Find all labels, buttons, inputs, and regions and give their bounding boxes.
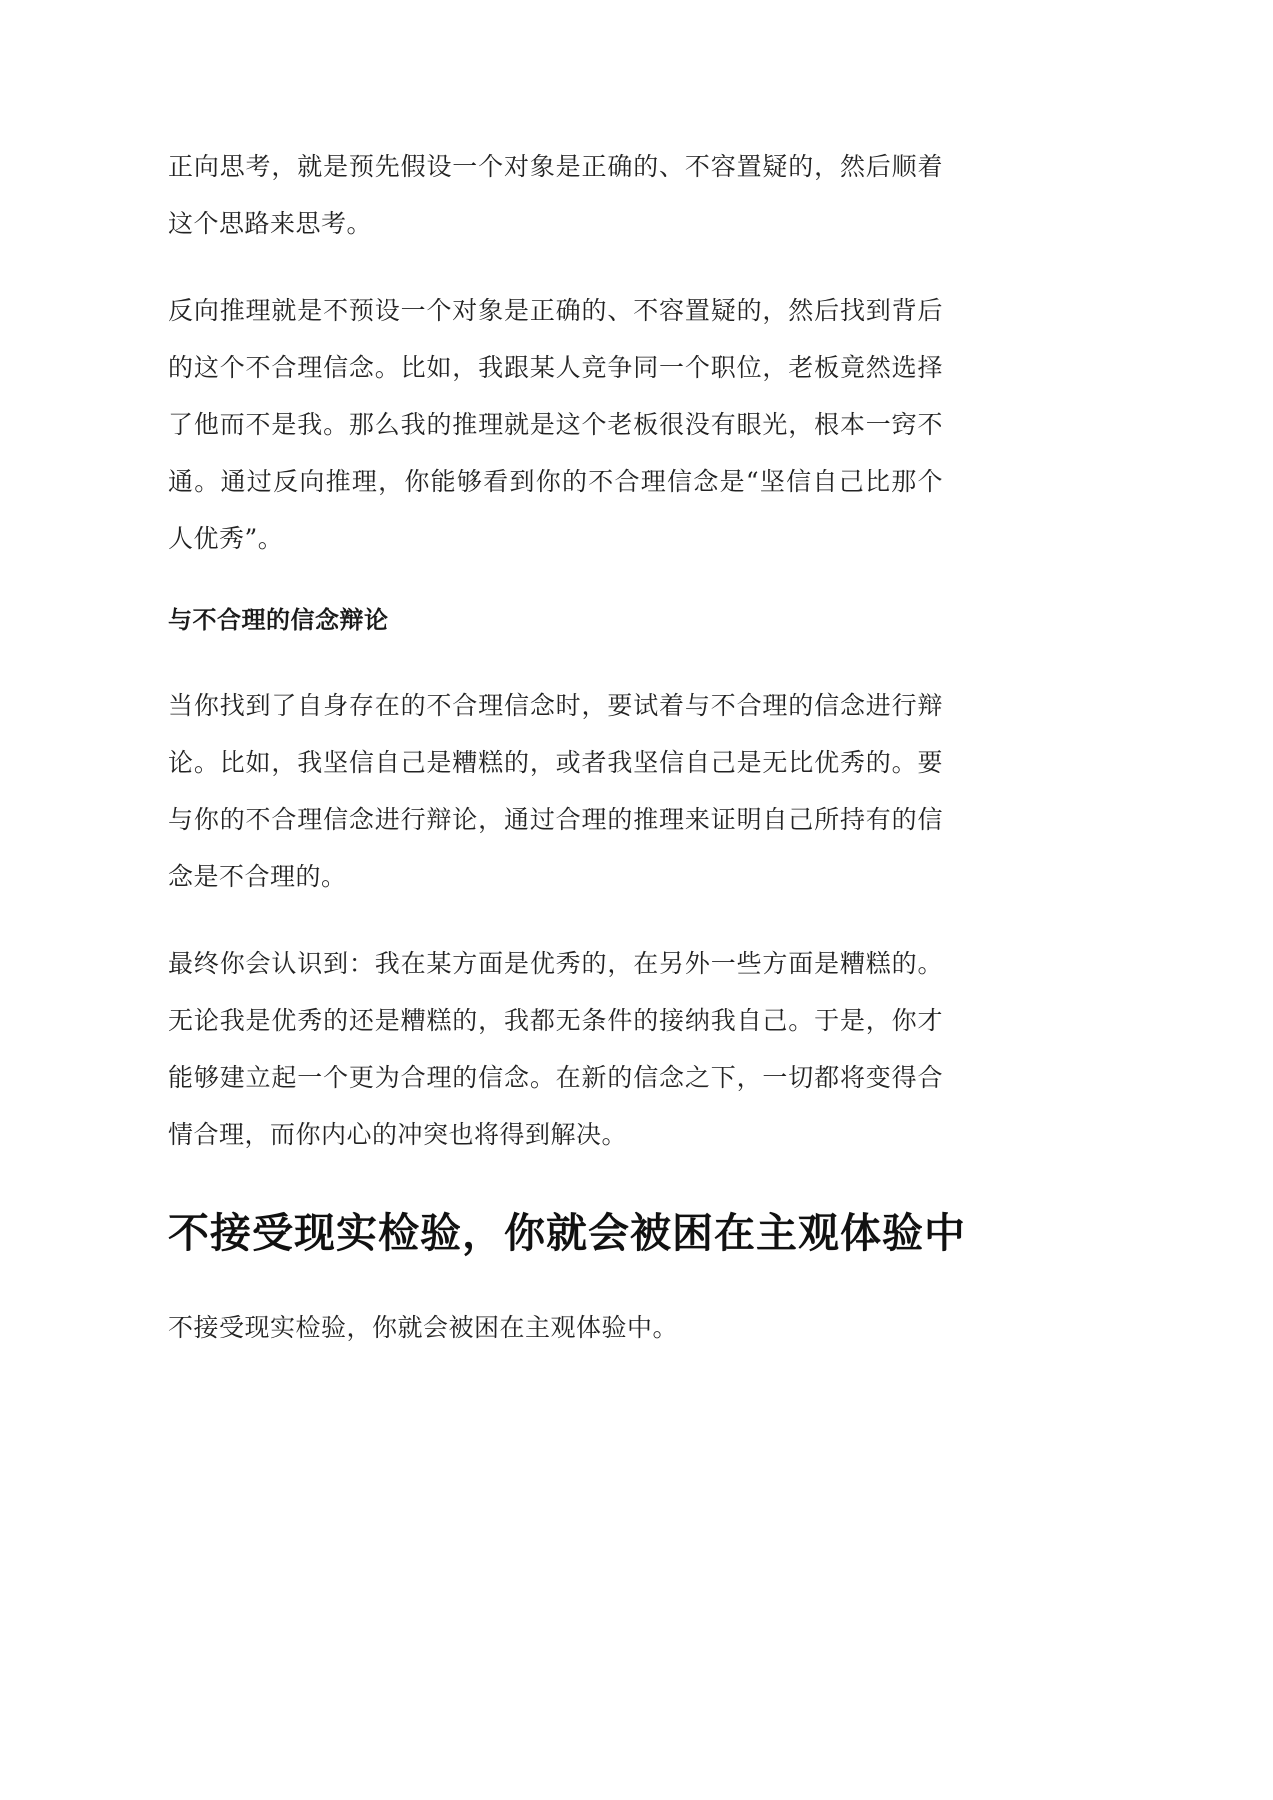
paragraph-reverse-reasoning: 反向推理就是不预设一个对象是正确的、不容置疑的，然后找到背后的这个不合理信念。比如，我跟某人竞争同一个职位，老板竟然选择了他而不是我。那么我的推理就是这个老板很没有眼光，根本一窍不通。通过反向推理，你能够看到你的不合理信念是“坚信自己比那个人优秀”。 xyxy=(168,296,943,553)
paragraph-conclusion: 最终你会认识到：我在某方面是优秀的，在另外一些方面是糟糕的。无论我是优秀的还是糟糕的，我都无条件的接纳我自己。于是，你才能够建立起一个更为合理的信念。在新的信念之下，一切都将变得合情合理，而你内心的冲突也将得到解决。 xyxy=(168,949,943,1149)
paragraph-reality-test: 不接受现实检验，你就会被困在主观体验中。 xyxy=(168,1313,679,1342)
section-subheading: 与不合理的信念辩论 xyxy=(168,606,389,634)
section-heading: 不接受现实检验，你就会被困在主观体验中 xyxy=(168,1209,966,1257)
paragraph-debate-beliefs: 当你找到了自身存在的不合理信念时，要试着与不合理的信念进行辩论。比如，我坚信自己是糟糕的，或者我坚信自己是无比优秀的。要与你的不合理信念进行辩论，通过合理的推理来证明自己所持有的信念是不合理的。 xyxy=(168,691,943,891)
paragraph-forward-thinking: 正向思考，就是预先假设一个对象是正确的、不容置疑的，然后顺着这个思路来思考。 xyxy=(168,152,943,238)
document-body xyxy=(168,138,966,1356)
